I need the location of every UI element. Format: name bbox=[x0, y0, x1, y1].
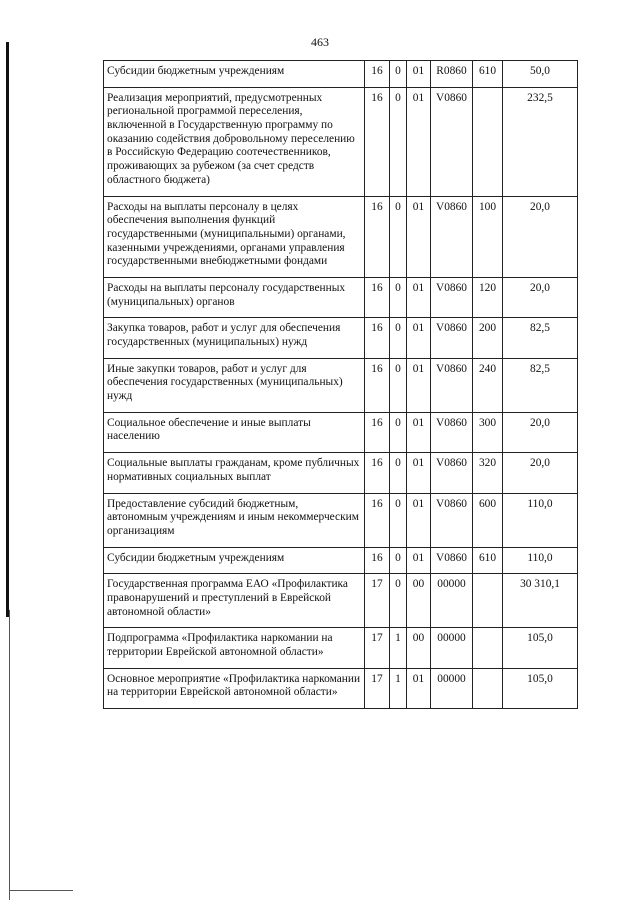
table-row bbox=[104, 628, 578, 668]
program-code-cell: 16 bbox=[365, 358, 390, 412]
expense-name-cell: Предоставление субсидий бюджетным, автономным учреждениям и иным некоммерческим организациям bbox=[104, 493, 365, 547]
direction-code-cell: 00000 bbox=[431, 628, 473, 668]
expense-name-cell: Иные закупки товаров, работ и услуг для обеспечения государственных (муниципальных) нужд bbox=[104, 358, 365, 412]
program-code-cell: 16 bbox=[365, 493, 390, 547]
direction-code-cell: V0860 bbox=[431, 318, 473, 358]
direction-code-cell: V0860 bbox=[431, 412, 473, 452]
subprogram-code-cell: 0 bbox=[390, 277, 407, 317]
direction-code-cell: V0860 bbox=[431, 196, 473, 277]
amount-cell: 20,0 bbox=[503, 196, 578, 277]
amount-cell: 110,0 bbox=[503, 493, 578, 547]
event-code-cell: 01 bbox=[407, 358, 431, 412]
table-row bbox=[104, 493, 578, 547]
table-row bbox=[104, 196, 578, 277]
event-code-cell: 01 bbox=[407, 668, 431, 708]
subprogram-code-cell: 0 bbox=[390, 412, 407, 452]
subprogram-code-cell: 0 bbox=[390, 87, 407, 196]
program-code-cell: 17 bbox=[365, 574, 390, 628]
amount-cell: 20,0 bbox=[503, 412, 578, 452]
direction-code-cell: V0860 bbox=[431, 277, 473, 317]
subprogram-code-cell: 0 bbox=[390, 318, 407, 358]
subprogram-code-cell: 0 bbox=[390, 196, 407, 277]
table-row bbox=[104, 547, 578, 574]
table-row bbox=[104, 574, 578, 628]
table-row bbox=[104, 61, 578, 88]
expense-name-cell: Государственная программа ЕАО «Профилактика правонарушений и преступлений в Еврейской автономной области» bbox=[104, 574, 365, 628]
expense-type-code-cell: 300 bbox=[473, 412, 503, 452]
expense-name-cell: Основное мероприятие «Профилактика наркомании на территории Еврейской автономной области» bbox=[104, 668, 365, 708]
expense-type-code-cell: 600 bbox=[473, 493, 503, 547]
direction-code-cell: V0860 bbox=[431, 547, 473, 574]
event-code-cell: 01 bbox=[407, 318, 431, 358]
amount-cell: 82,5 bbox=[503, 358, 578, 412]
subprogram-code-cell: 0 bbox=[390, 547, 407, 574]
program-code-cell: 16 bbox=[365, 87, 390, 196]
table-row bbox=[104, 453, 578, 493]
direction-code-cell: 00000 bbox=[431, 574, 473, 628]
expense-type-code-cell bbox=[473, 628, 503, 668]
table-row bbox=[104, 358, 578, 412]
program-code-cell: 16 bbox=[365, 547, 390, 574]
direction-code-cell: V0860 bbox=[431, 87, 473, 196]
subprogram-code-cell: 0 bbox=[390, 61, 407, 88]
program-code-cell: 16 bbox=[365, 61, 390, 88]
budget-table bbox=[103, 60, 578, 709]
event-code-cell: 01 bbox=[407, 87, 431, 196]
expense-name-cell: Социальное обеспечение и иные выплаты населению bbox=[104, 412, 365, 452]
amount-cell: 232,5 bbox=[503, 87, 578, 196]
subprogram-code-cell: 0 bbox=[390, 493, 407, 547]
amount-cell: 50,0 bbox=[503, 61, 578, 88]
program-code-cell: 16 bbox=[365, 318, 390, 358]
table-row bbox=[104, 277, 578, 317]
subprogram-code-cell: 0 bbox=[390, 574, 407, 628]
event-code-cell: 01 bbox=[407, 277, 431, 317]
program-code-cell: 16 bbox=[365, 196, 390, 277]
direction-code-cell: V0860 bbox=[431, 493, 473, 547]
scan-bottom-line bbox=[9, 890, 73, 891]
table-row bbox=[104, 668, 578, 708]
expense-type-code-cell: 100 bbox=[473, 196, 503, 277]
expense-type-code-cell: 200 bbox=[473, 318, 503, 358]
page-number: 463 bbox=[311, 35, 329, 49]
program-code-cell: 17 bbox=[365, 628, 390, 668]
expense-type-code-cell bbox=[473, 574, 503, 628]
expense-name-cell: Расходы на выплаты персоналу в целях обеспечения выполнения функций государственными (муниципальными) органами, казенными учреждениями, органами управления государственными внебюджетными фондами bbox=[104, 196, 365, 277]
table-row bbox=[104, 318, 578, 358]
amount-cell: 105,0 bbox=[503, 668, 578, 708]
direction-code-cell: V0860 bbox=[431, 358, 473, 412]
expense-name-cell: Закупка товаров, работ и услуг для обеспечения государственных (муниципальных) нужд bbox=[104, 318, 365, 358]
event-code-cell: 01 bbox=[407, 412, 431, 452]
expense-type-code-cell: 320 bbox=[473, 453, 503, 493]
expense-name-cell: Субсидии бюджетным учреждениям bbox=[104, 547, 365, 574]
expense-type-code-cell: 120 bbox=[473, 277, 503, 317]
event-code-cell: 00 bbox=[407, 628, 431, 668]
expense-type-code-cell: 240 bbox=[473, 358, 503, 412]
program-code-cell: 16 bbox=[365, 277, 390, 317]
scan-margin-bar bbox=[6, 42, 9, 617]
program-code-cell: 16 bbox=[365, 412, 390, 452]
expense-name-cell: Подпрограмма «Профилактика наркомании на территории Еврейской автономной области» bbox=[104, 628, 365, 668]
table-row bbox=[104, 412, 578, 452]
program-code-cell: 17 bbox=[365, 668, 390, 708]
event-code-cell: 01 bbox=[407, 493, 431, 547]
direction-code-cell: R0860 bbox=[431, 61, 473, 88]
amount-cell: 20,0 bbox=[503, 277, 578, 317]
expense-name-cell: Реализация мероприятий, предусмотренных региональной программой переселения, включенной в Государственную программу по оказанию содействия добровольному переселению в Российскую Федерацию соотечественников, проживающих за рубежом (за счет средств областного бюджета) bbox=[104, 87, 365, 196]
amount-cell: 105,0 bbox=[503, 628, 578, 668]
direction-code-cell: 00000 bbox=[431, 668, 473, 708]
expense-name-cell: Субсидии бюджетным учреждениям bbox=[104, 61, 365, 88]
expense-type-code-cell: 610 bbox=[473, 547, 503, 574]
scan-margin-line bbox=[9, 610, 10, 900]
subprogram-code-cell: 1 bbox=[390, 668, 407, 708]
event-code-cell: 01 bbox=[407, 453, 431, 493]
event-code-cell: 01 bbox=[407, 61, 431, 88]
expense-name-cell: Расходы на выплаты персоналу государственных (муниципальных) органов bbox=[104, 277, 365, 317]
event-code-cell: 00 bbox=[407, 574, 431, 628]
expense-name-cell: Социальные выплаты гражданам, кроме публичных нормативных социальных выплат bbox=[104, 453, 365, 493]
expense-type-code-cell: 610 bbox=[473, 61, 503, 88]
event-code-cell: 01 bbox=[407, 196, 431, 277]
amount-cell: 20,0 bbox=[503, 453, 578, 493]
amount-cell: 110,0 bbox=[503, 547, 578, 574]
table-body bbox=[104, 61, 578, 709]
table-row bbox=[104, 87, 578, 196]
expense-type-code-cell bbox=[473, 668, 503, 708]
subprogram-code-cell: 0 bbox=[390, 453, 407, 493]
program-code-cell: 16 bbox=[365, 453, 390, 493]
subprogram-code-cell: 1 bbox=[390, 628, 407, 668]
amount-cell: 82,5 bbox=[503, 318, 578, 358]
expense-type-code-cell bbox=[473, 87, 503, 196]
subprogram-code-cell: 0 bbox=[390, 358, 407, 412]
event-code-cell: 01 bbox=[407, 547, 431, 574]
amount-cell: 30 310,1 bbox=[503, 574, 578, 628]
direction-code-cell: V0860 bbox=[431, 453, 473, 493]
